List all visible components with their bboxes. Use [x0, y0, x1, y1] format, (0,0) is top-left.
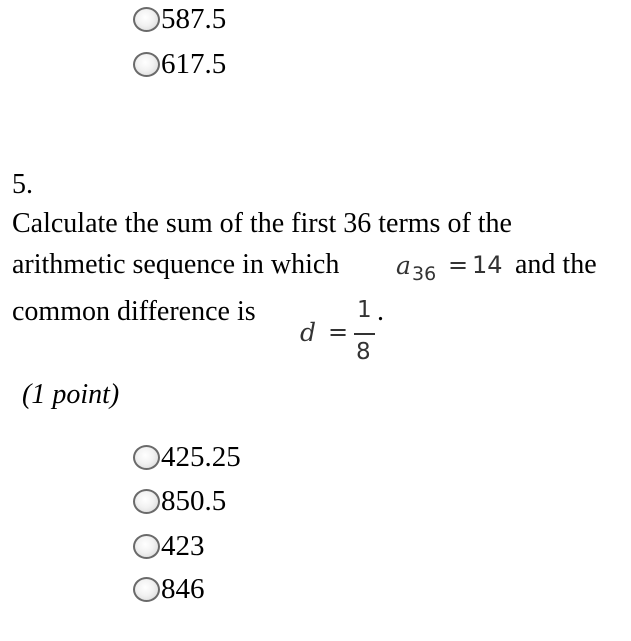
- equation-value: 14: [472, 251, 503, 279]
- radio-button[interactable]: [133, 7, 160, 32]
- option-label: 617.5: [161, 48, 227, 80]
- radio-button[interactable]: [133, 577, 160, 602]
- option-425-25[interactable]: [133, 442, 241, 472]
- option-617-5[interactable]: [133, 49, 226, 79]
- option-850-5[interactable]: [133, 486, 226, 516]
- radio-button[interactable]: [133, 445, 160, 470]
- fraction-bar: [354, 333, 375, 335]
- option-label: 587.5: [161, 3, 227, 35]
- question-text-line-1: Calculate the sum of the first 36 terms of the: [12, 208, 512, 239]
- radio-button[interactable]: [133, 489, 160, 514]
- option-label: 423: [161, 530, 205, 562]
- equation-period: .: [377, 296, 384, 327]
- equation-d: [298, 296, 390, 370]
- option-label: 846: [161, 573, 205, 605]
- question-number: 5.: [12, 169, 33, 200]
- equation-subscript: 36: [412, 263, 437, 285]
- fraction-denominator: 8: [356, 339, 371, 365]
- option-423[interactable]: [133, 531, 205, 561]
- question-text-line-3-prefix: common difference is: [12, 296, 256, 327]
- equation-equals: =: [328, 318, 349, 346]
- option-587-5[interactable]: [133, 4, 226, 34]
- option-label: 850.5: [161, 485, 227, 517]
- points-label: (1 point): [22, 379, 120, 410]
- fraction-numerator: 1: [357, 297, 372, 323]
- radio-button[interactable]: [133, 534, 160, 559]
- question-text-line-2-suffix: and the: [515, 249, 597, 280]
- option-label: 425.25: [161, 441, 241, 473]
- radio-button[interactable]: [133, 52, 160, 77]
- option-846[interactable]: [133, 574, 205, 604]
- question-text-line-2-prefix: arithmetic sequence in which: [12, 249, 340, 280]
- equation-variable-a: a: [396, 251, 411, 280]
- equation-variable-d: d: [300, 318, 317, 347]
- equation-equals: =: [448, 251, 469, 279]
